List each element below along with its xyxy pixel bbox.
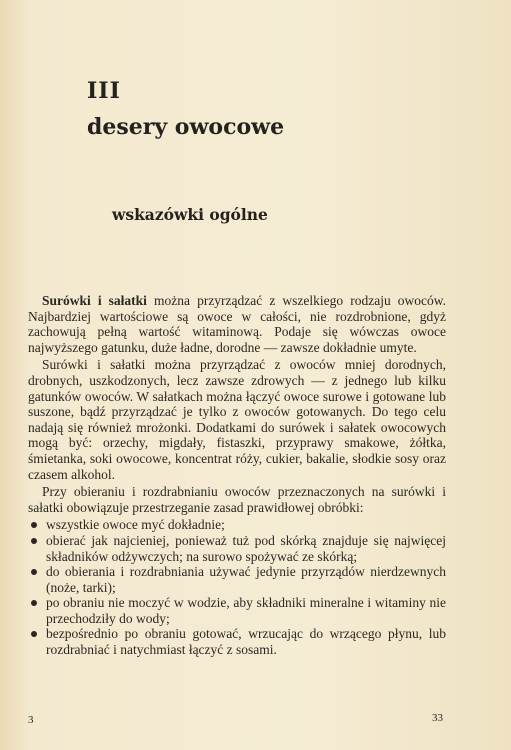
bullet-icon [31, 631, 37, 637]
list-item-text: bezpośrednio po obraniu gotować, wrzucając do wrzącego płynu, lub rozdrabniać i natychmiast łączyć z sosami. [46, 626, 446, 658]
bullet-icon [31, 600, 37, 606]
bullet-icon [31, 569, 37, 575]
chapter-number: III [87, 78, 121, 104]
rules-list [28, 517, 446, 657]
list-item-text: do obierania i rozdrabniania używać jedynie przyrządów nierdzewnych (noże, tarki); [46, 564, 446, 595]
list-item-text: po obraniu nie moczyć w wodzie, aby składniki mineralne i witaminy nie przechodziły do wody; [46, 595, 446, 626]
list-item-text: obierać jak najcieniej, ponieważ tuż pod skórką znajduje się najwięcej składników odżywczych; na surowo spożywać ze skórką; [46, 532, 446, 564]
signature-mark: 3 [28, 714, 34, 726]
list-item-text: wszystkie owoce myć dokładnie; [46, 517, 225, 533]
bullet-icon [31, 522, 37, 528]
list-item [28, 517, 446, 533]
list-item [28, 564, 446, 595]
list-item [28, 533, 446, 564]
body-text [28, 293, 446, 658]
list-item [28, 595, 446, 626]
page-number: 33 [432, 712, 443, 724]
paragraph-2: Surówki i sałatki można przyrządzać z owoców mniej dorodnych, drobnych, uszkodzonych, lecz zawsze zdrowych — z jednego lub kilku gatunków owoców. W sałatkach można łączyć owoce surowe i gotowane lub suszone, bądź przyrządzać je tylko z owoców gotowanych. Do tego celu nadają się również mrożonki. Dodatkami do surówek i sałatek owocowych mogą być: orzechy, migdały, fistaszki, przyprawy smakowe, żółtka, śmietanka, soki owocowe, koncentrat róży, cukier, bakalie, słodkie sosy oraz czasem alkohol. [28, 357, 446, 482]
chapter-title: desery owocowe [87, 114, 285, 140]
paragraph-1 [28, 293, 446, 355]
paragraph-1-text: można przyrządzać z wszelkiego rodzaju owoców. Najbardziej wartościowe są owoce w całości, nie rozdrobnione, gdyż zachowują pełną wartość witaminową. Podaje się wówczas owoce najwyższego gatunku, duże ładne, dorodne — zawsze dokładnie umyte. [28, 293, 447, 355]
paragraph-3: Przy obieraniu i rozdrabnianiu owoców przeznaczonych na surówki i sałatki obowiązuje przestrzeganie zasad prawidłowej obróbki: [28, 484, 446, 515]
section-title: wskazówki ogólne [112, 205, 268, 224]
paragraph-1-lead: Surówki i sałatki [42, 293, 147, 308]
list-item [28, 626, 446, 657]
bullet-icon [31, 538, 37, 544]
